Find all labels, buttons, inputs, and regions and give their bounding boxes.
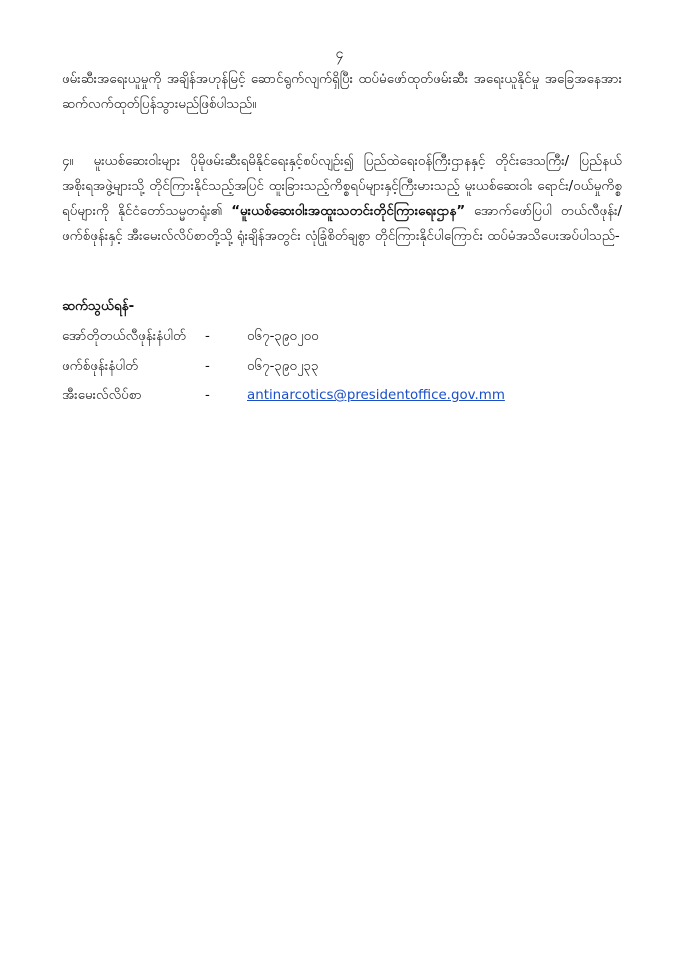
separator-dash: - xyxy=(205,359,210,374)
separator-dash: - xyxy=(205,388,210,403)
paragraph-text-after: အောက်ဖော်ပြပါ တယ်လီဖုန်း/ဖက်စ်ဖုန်းနှင့် အီးမေးလ်လိပ်စာတို့သို့ ရုံးချိန်အတွင်း လုံခြုံစိတ်ချစွာ တိုင်ကြားနိုင်ပါကြောင်း ထပ်မံအသိပေးအပ်ပါသည်- xyxy=(62,204,622,244)
paragraph-number: ၄။ xyxy=(62,154,74,169)
phone-value: ၀၆၇-၃၉၀၂၀၀ xyxy=(247,329,319,344)
separator-dash: - xyxy=(205,329,210,344)
department-name-bold: “မူးယစ်ဆေးဝါးအထူးသတင်းတိုင်ကြားရေးဌာန” xyxy=(231,204,466,219)
paragraph-3-continuation: ဖမ်းဆီးအရေးယူမှုကို အချိန်အဟုန်မြင့် ဆောင်ရွက်လျက်ရှိပြီး ထပ်မံဖော်ထုတ်ဖမ်းဆီး အရေးယူနိုင်မှု အခြေအနေအား ဆက်လက်ထုတ်ပြန်သွားမည်ဖြစ်ပါသည်။ xyxy=(62,72,622,112)
paragraph-4 xyxy=(62,149,622,249)
paragraph-text-before: မူးယစ်ဆေးဝါးများ ပိုမိုဖမ်းဆီးရမိနိုင်ရေးနှင့်စပ်လျဉ်း၍ ပြည်ထဲရေးဝန်ကြီးဌာနနှင့် တိုင်းဒေသကြီး/ ပြည်နယ်အစိုးရအဖွဲ့များသို့ တိုင်ကြားနိုင်သည့်အပြင် ထူးခြားသည့်ကိစ္စရပ်များနှင့်ကြီးမားသည့် မူးယစ်ဆေးဝါး ရောင်း/ဝယ်မှုကိစ္စရပ်များကို နိုင်ငံတော်သမ္မတရုံး၏ xyxy=(62,154,622,219)
phone-label: အော်တိုတယ်လီဖုန်းနံပါတ် xyxy=(62,329,187,344)
email-label: အီးမေးလ်လိပ်စာ xyxy=(62,388,142,403)
page-number: ၄ xyxy=(335,46,344,62)
fax-value: ၀၆၇-၃၉၀၂၃၃ xyxy=(247,359,319,374)
fax-label: ဖက်စ်ဖုန်းနံပါတ် xyxy=(62,359,139,374)
contact-heading: ဆက်သွယ်ရန်- xyxy=(62,299,135,314)
email-link[interactable]: antinarcotics@presidentoffice.gov.mm xyxy=(247,388,505,403)
